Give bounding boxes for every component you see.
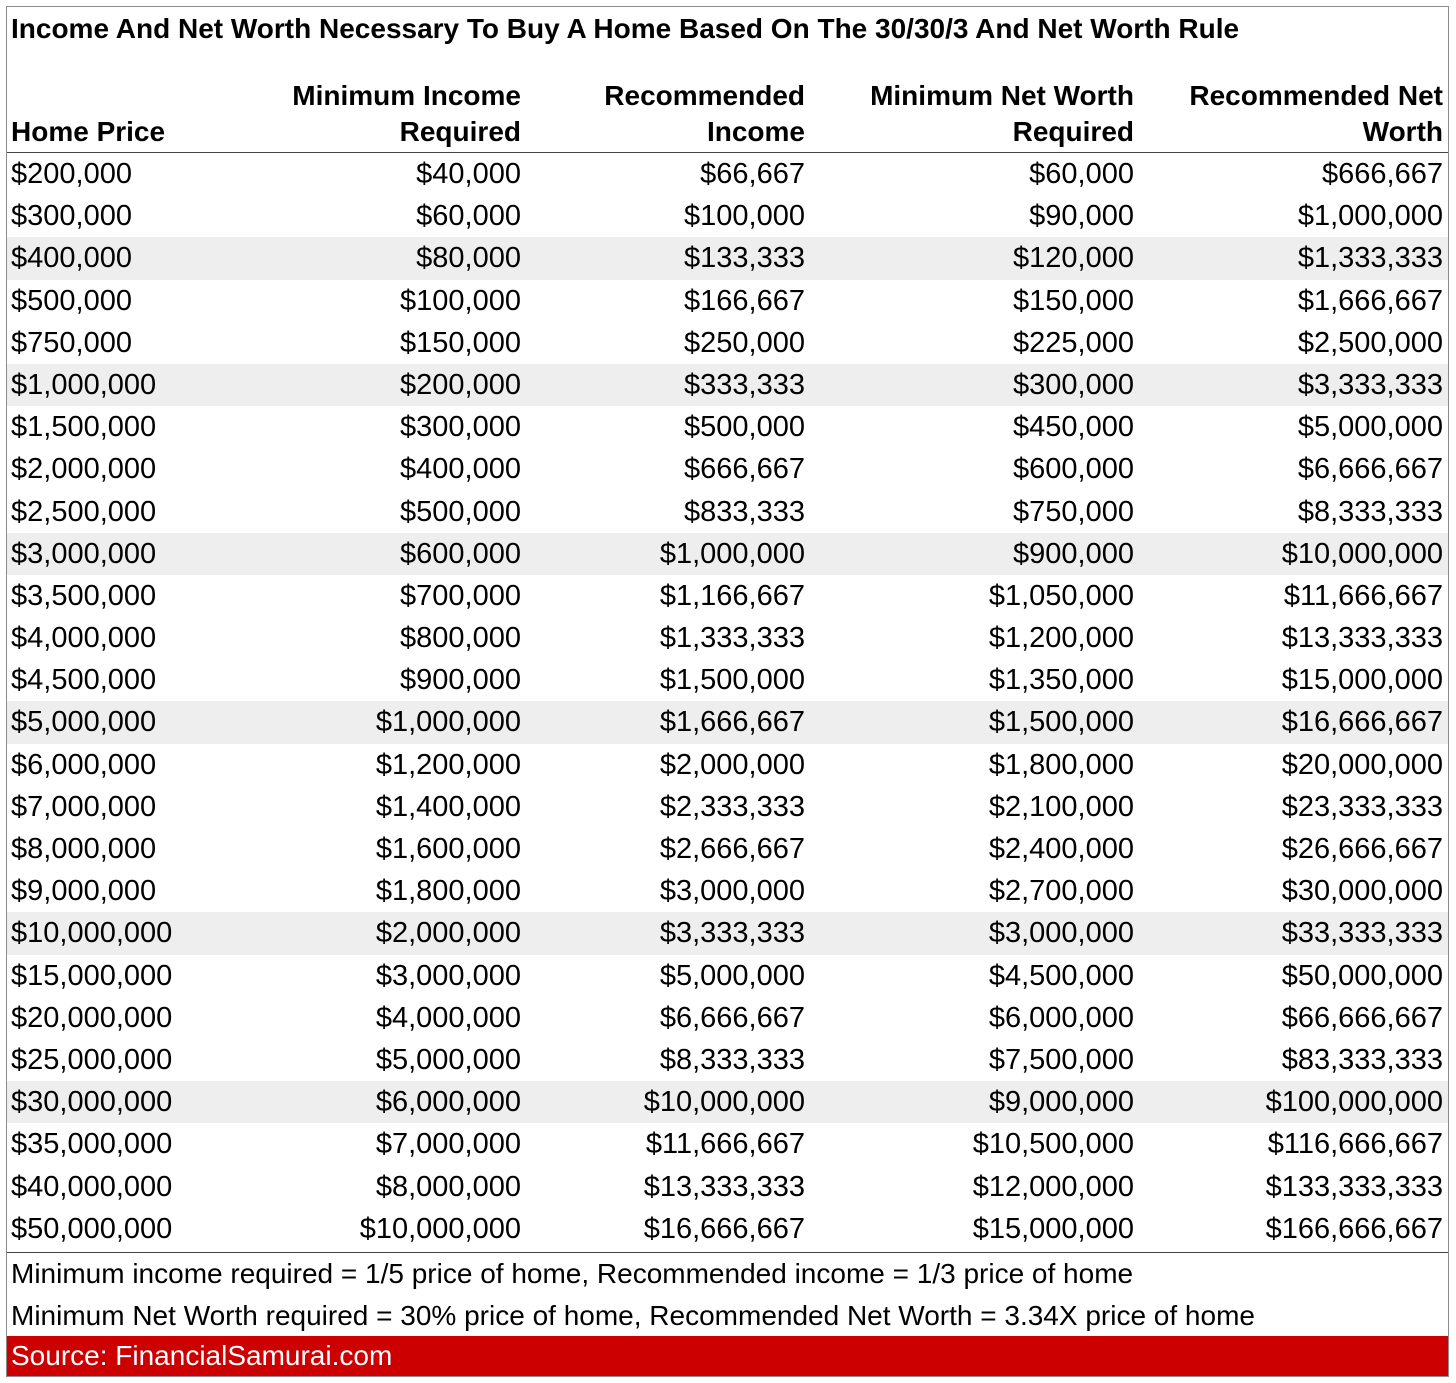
recommended-income-cell: $833,333	[684, 495, 805, 528]
home-price-cell: $3,000,000	[11, 537, 157, 570]
table-row	[7, 1039, 1448, 1081]
recommended-net-worth-cell: $166,666,667	[1265, 1212, 1443, 1245]
home-price-cell: $20,000,000	[11, 1001, 173, 1034]
minimum-income-cell: $3,000,000	[375, 959, 521, 992]
recommended-income-cell: $6,666,667	[659, 1001, 805, 1034]
minimum-net-worth-cell: $120,000	[1013, 242, 1134, 275]
recommended-income-cell: $1,000,000	[659, 537, 805, 570]
home-price-cell: $2,500,000	[11, 495, 157, 528]
recommended-net-worth-cell: $6,666,667	[1297, 453, 1443, 486]
recommended-net-worth-cell: $8,333,333	[1297, 495, 1443, 528]
recommended-income-cell: $1,666,667	[659, 706, 805, 739]
minimum-net-worth-cell: $15,000,000	[972, 1212, 1134, 1245]
home-price-cell: $2,000,000	[11, 453, 157, 486]
header-recommended-income: Recommended Income	[604, 80, 805, 147]
table-row	[7, 744, 1448, 786]
home-price-cell: $6,000,000	[11, 748, 157, 781]
minimum-income-cell: $900,000	[400, 664, 521, 697]
table-row	[7, 533, 1448, 575]
minimum-income-cell: $800,000	[400, 622, 521, 655]
minimum-income-cell: $600,000	[400, 537, 521, 570]
minimum-net-worth-cell: $90,000	[1029, 200, 1134, 233]
recommended-net-worth-cell: $3,333,333	[1297, 368, 1443, 401]
recommended-income-cell: $100,000	[684, 200, 805, 233]
header-minimum-income: Minimum Income Required	[292, 80, 521, 147]
minimum-income-cell: $6,000,000	[375, 1086, 521, 1119]
recommended-income-cell: $666,667	[684, 453, 805, 486]
recommended-net-worth-cell: $1,666,667	[1297, 284, 1443, 317]
table-row	[7, 870, 1448, 912]
recommended-net-worth-cell: $30,000,000	[1281, 875, 1443, 908]
home-price-cell: $30,000,000	[11, 1086, 173, 1119]
table-row	[7, 237, 1448, 279]
minimum-income-cell: $4,000,000	[375, 1001, 521, 1034]
recommended-net-worth-cell: $83,333,333	[1281, 1043, 1443, 1076]
recommended-income-cell: $5,000,000	[659, 959, 805, 992]
table-body	[7, 153, 1448, 1250]
table-row	[7, 364, 1448, 406]
header-minimum-net-worth: Minimum Net Worth Required	[870, 80, 1134, 147]
recommended-net-worth-cell: $26,666,667	[1281, 833, 1443, 865]
recommended-income-cell: $3,000,000	[659, 875, 805, 908]
minimum-net-worth-cell: $2,400,000	[988, 833, 1134, 865]
recommended-net-worth-cell: $33,333,333	[1281, 917, 1443, 950]
table-row	[7, 1208, 1448, 1250]
minimum-income-cell: $7,000,000	[375, 1128, 521, 1161]
minimum-income-cell: $60,000	[416, 200, 521, 233]
home-price-cell: $400,000	[11, 242, 132, 275]
minimum-net-worth-cell: $1,350,000	[988, 664, 1134, 697]
home-price-cell: $50,000,000	[11, 1212, 173, 1245]
minimum-income-cell: $400,000	[400, 453, 521, 486]
table-row	[7, 406, 1448, 448]
minimum-net-worth-cell: $1,200,000	[988, 622, 1134, 655]
home-price-cell: $300,000	[11, 200, 132, 233]
recommended-income-cell: $11,666,667	[645, 1128, 805, 1161]
minimum-net-worth-cell: $2,700,000	[988, 875, 1134, 908]
home-price-cell: $1,000,000	[11, 368, 157, 401]
minimum-income-cell: $100,000	[400, 284, 521, 317]
minimum-net-worth-cell: $12,000,000	[972, 1170, 1134, 1203]
table-row	[7, 828, 1448, 870]
table-row	[7, 912, 1448, 954]
minimum-net-worth-cell: $600,000	[1013, 453, 1134, 486]
table-row	[7, 659, 1448, 701]
minimum-net-worth-cell: $60,000	[1029, 158, 1134, 190]
minimum-income-cell: $700,000	[400, 579, 521, 612]
table-row	[7, 1081, 1448, 1123]
table-row	[7, 448, 1448, 490]
table-row	[7, 786, 1448, 828]
note-net-worth: Minimum Net Worth required = 30% price of home, Recommended Net Worth = 3.34X price of home	[11, 1299, 1255, 1331]
minimum-net-worth-cell: $4,500,000	[988, 959, 1134, 992]
recommended-net-worth-cell: $666,667	[1322, 158, 1443, 190]
minimum-net-worth-cell: $10,500,000	[972, 1128, 1134, 1161]
home-price-cell: $200,000	[11, 158, 132, 190]
home-affordability-table	[6, 6, 1449, 1377]
minimum-net-worth-cell: $300,000	[1013, 368, 1134, 401]
minimum-income-cell: $40,000	[416, 158, 521, 190]
header-recommended-net-worth: Recommended Net Worth	[1189, 80, 1443, 147]
recommended-income-cell: $133,333	[684, 242, 805, 275]
recommended-income-cell: $3,333,333	[659, 917, 805, 950]
recommended-income-cell: $1,500,000	[659, 664, 805, 697]
recommended-income-cell: $1,333,333	[659, 622, 805, 655]
minimum-income-cell: $10,000,000	[359, 1212, 521, 1245]
note-income: Minimum income required = 1/5 price of home, Recommended income = 1/3 price of home	[11, 1257, 1134, 1289]
recommended-income-cell: $66,667	[700, 158, 805, 190]
recommended-income-cell: $250,000	[684, 326, 805, 359]
minimum-income-cell: $1,400,000	[375, 790, 521, 823]
recommended-net-worth-cell: $1,000,000	[1297, 200, 1443, 233]
table-row	[7, 575, 1448, 617]
minimum-income-cell: $2,000,000	[375, 917, 521, 950]
table-row	[7, 280, 1448, 322]
home-price-cell: $25,000,000	[11, 1043, 173, 1076]
minimum-net-worth-cell: $1,050,000	[988, 579, 1134, 612]
minimum-net-worth-cell: $450,000	[1013, 411, 1134, 444]
minimum-net-worth-cell: $7,500,000	[988, 1043, 1134, 1076]
recommended-income-cell: $333,333	[684, 368, 805, 401]
header-home-price: Home Price	[11, 116, 166, 147]
minimum-income-cell: $1,200,000	[375, 748, 521, 781]
recommended-net-worth-cell: $133,333,333	[1265, 1170, 1443, 1203]
recommended-net-worth-cell: $20,000,000	[1281, 748, 1443, 781]
header-row	[7, 55, 1448, 153]
recommended-net-worth-cell: $11,666,667	[1283, 579, 1443, 612]
minimum-net-worth-cell: $150,000	[1013, 284, 1134, 317]
home-price-cell: $7,000,000	[11, 790, 157, 823]
recommended-income-cell: $2,000,000	[659, 748, 805, 781]
notes	[7, 1252, 1448, 1337]
minimum-income-cell: $150,000	[400, 326, 521, 359]
recommended-net-worth-cell: $15,000,000	[1281, 664, 1443, 697]
table-row	[7, 153, 1448, 195]
recommended-net-worth-cell: $10,000,000	[1281, 537, 1443, 570]
home-price-cell: $8,000,000	[11, 833, 157, 865]
home-price-cell: $1,500,000	[11, 411, 157, 444]
recommended-net-worth-cell: $5,000,000	[1297, 411, 1443, 444]
recommended-income-cell: $166,667	[684, 284, 805, 317]
minimum-net-worth-cell: $225,000	[1013, 326, 1134, 359]
minimum-income-cell: $1,800,000	[375, 875, 521, 908]
table-row	[7, 1123, 1448, 1165]
table-row	[7, 491, 1448, 533]
minimum-net-worth-cell: $6,000,000	[988, 1001, 1134, 1034]
source-bar: Source: FinancialSamurai.com	[7, 1336, 1448, 1376]
table-row	[7, 617, 1448, 659]
minimum-income-cell: $200,000	[400, 368, 521, 401]
table-row	[7, 322, 1448, 364]
home-price-cell: $15,000,000	[11, 959, 173, 992]
recommended-income-cell: $500,000	[684, 411, 805, 444]
minimum-income-cell: $80,000	[416, 242, 521, 275]
minimum-income-cell: $300,000	[400, 411, 521, 444]
home-price-cell: $500,000	[11, 284, 132, 317]
home-price-cell: $40,000,000	[11, 1170, 173, 1203]
table-row	[7, 997, 1448, 1039]
minimum-net-worth-cell: $1,800,000	[988, 748, 1134, 781]
recommended-net-worth-cell: $50,000,000	[1281, 959, 1443, 992]
table-row	[7, 195, 1448, 237]
home-price-cell: $750,000	[11, 326, 132, 359]
recommended-income-cell: $2,666,667	[659, 833, 805, 865]
recommended-net-worth-cell: $100,000,000	[1265, 1086, 1443, 1119]
minimum-net-worth-cell: $9,000,000	[988, 1086, 1134, 1119]
table-row	[7, 955, 1448, 997]
table-row	[7, 701, 1448, 743]
recommended-net-worth-cell: $13,333,333	[1281, 622, 1443, 655]
home-price-cell: $3,500,000	[11, 579, 157, 612]
recommended-net-worth-cell: $23,333,333	[1281, 790, 1443, 823]
minimum-income-cell: $1,000,000	[375, 706, 521, 739]
home-price-cell: $35,000,000	[11, 1128, 173, 1161]
recommended-net-worth-cell: $66,666,667	[1281, 1001, 1443, 1034]
minimum-net-worth-cell: $1,500,000	[988, 706, 1134, 739]
minimum-income-cell: $5,000,000	[375, 1043, 521, 1076]
recommended-net-worth-cell: $1,333,333	[1297, 242, 1443, 275]
recommended-income-cell: $2,333,333	[659, 790, 805, 823]
recommended-income-cell: $13,333,333	[643, 1170, 805, 1203]
recommended-income-cell: $8,333,333	[659, 1043, 805, 1076]
recommended-income-cell: $16,666,667	[643, 1212, 805, 1245]
minimum-income-cell: $1,600,000	[375, 833, 521, 865]
home-price-cell: $9,000,000	[11, 875, 157, 908]
table-title: Income And Net Worth Necessary To Buy A Home Based On The 30/30/3 And Net Worth Rule	[11, 13, 1240, 44]
recommended-net-worth-cell: $16,666,667	[1281, 706, 1443, 739]
table-row	[7, 1166, 1448, 1208]
minimum-net-worth-cell: $3,000,000	[988, 917, 1134, 950]
home-price-cell: $4,000,000	[11, 622, 157, 655]
minimum-net-worth-cell: $750,000	[1013, 495, 1134, 528]
minimum-net-worth-cell: $2,100,000	[988, 790, 1134, 823]
minimum-income-cell: $8,000,000	[375, 1170, 521, 1203]
recommended-income-cell: $1,166,667	[659, 579, 805, 612]
minimum-net-worth-cell: $900,000	[1013, 537, 1134, 570]
home-price-cell: $5,000,000	[11, 706, 157, 739]
minimum-income-cell: $500,000	[400, 495, 521, 528]
recommended-net-worth-cell: $116,666,667	[1267, 1128, 1443, 1161]
home-price-cell: $10,000,000	[11, 917, 173, 950]
recommended-income-cell: $10,000,000	[643, 1086, 805, 1119]
home-price-cell: $4,500,000	[11, 664, 157, 697]
recommended-net-worth-cell: $2,500,000	[1297, 326, 1443, 359]
